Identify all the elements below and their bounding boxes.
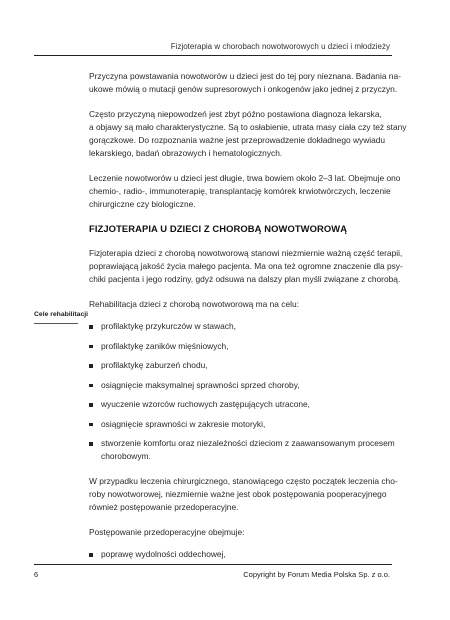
text-line: chiki pacjenta i jego rodziny, gdyż odsuwa na dalszy plan myśli związane z chorobą. xyxy=(89,274,401,284)
bullet-icon xyxy=(89,364,93,368)
list-item xyxy=(89,437,395,463)
running-header: Fizjoterapia w chorobach nowotworowych u dzieci i młodzieży xyxy=(170,42,390,51)
text-line: lekarskiego, badań obrazowych i hematologicznych. xyxy=(89,148,283,158)
text-line: W przypadku leczenia chirurgicznego, stanowiącego często początek leczenia cho- xyxy=(89,476,398,486)
list-item-text: profilaktykę zaburzeń chodu, xyxy=(101,360,208,370)
list-item-text: profilaktykę zaników mięśniowych, xyxy=(101,340,229,351)
list-item xyxy=(89,379,379,392)
margin-note-rule xyxy=(34,323,78,324)
header-rule xyxy=(34,55,392,56)
list-item-text: profilaktykę przykurczów w stawach, xyxy=(101,321,236,331)
list-item-text: osiągnięcie maksymalnej sprawności sprzed choroby, xyxy=(101,379,300,390)
bullet-icon xyxy=(89,325,93,329)
list-item xyxy=(89,418,379,431)
paragraph xyxy=(89,247,403,286)
text-line: Często przyczyną niepowodzeń jest zbyt późno postawiona diagnoza lekarska, xyxy=(89,109,382,119)
section-heading: FIZJOTERAPIA U DZIECI Z CHOROBĄ NOWOTWOROWĄ xyxy=(89,223,348,234)
list-item xyxy=(89,340,379,353)
text-line: gorączkowe. Do rozpoznania ważne jest przeprowadzenie dokładnego wywiadu xyxy=(89,135,386,145)
paragraph xyxy=(89,70,401,96)
bullet-icon xyxy=(89,553,93,557)
paragraph xyxy=(89,526,379,539)
paragraph xyxy=(89,298,379,311)
list-item xyxy=(89,359,379,372)
list-item-text: stworzenie komfortu oraz niezależności dzieciom z zaawansowanym procesem xyxy=(101,438,395,448)
bullet-icon xyxy=(89,403,93,407)
list-item-text: poprawę wydolności oddechowej, xyxy=(101,549,226,559)
text-line: a objawy są mało charakterystyczne. Są to osłabienie, utrata masy ciała czy też stany xyxy=(89,122,407,132)
bullet-icon xyxy=(89,423,93,427)
list-item-text: osiągnięcie sprawności w zakresie motoryki, xyxy=(101,418,266,429)
text-line: również postępowanie przedoperacyjne. xyxy=(89,502,239,512)
list-item xyxy=(89,548,379,561)
text-line: Leczenie nowotworów u dzieci jest długie, trwa bowiem około 2–3 lat. Obejmuje ono xyxy=(89,173,401,183)
bullet-icon xyxy=(89,442,93,446)
text-line: Przyczyna powstawania nowotworów u dzieci jest do tej pory nieznana. Badania na- xyxy=(89,71,401,81)
list-item-text: chorobowym. xyxy=(101,451,151,461)
text-line: Postępowanie przedoperacyjne obejmuje: xyxy=(89,527,245,537)
copyright-notice: Copyright by Forum Media Polska Sp. z o.o. xyxy=(243,570,390,579)
bullet-icon xyxy=(89,345,93,349)
goals-list xyxy=(89,320,395,463)
list-item-text: wyuczenie wzorców ruchowych zastępujących utracone, xyxy=(101,399,311,409)
preop-list xyxy=(89,548,379,561)
list-item xyxy=(89,320,379,333)
text-line: poprawiającą jakość życia małego pacjenta. Ma ona też ogromne znaczenie dla psy- xyxy=(89,261,403,271)
text-line: roby nowotworowej, niezmiernie ważne jest obok postępowania pooperacyjnego xyxy=(89,489,387,499)
body-text xyxy=(89,70,407,573)
bullet-icon xyxy=(89,384,93,388)
text-line: ukowe mówią o mutacji genów supresorowych i onkogenów jako jednej z przyczyn. xyxy=(89,84,398,94)
text-line: Fizjoterapia dzieci z chorobą nowotworową stanowi niezmiernie ważną część terapii, xyxy=(89,248,403,258)
footer-rule xyxy=(34,564,392,565)
page-number: 6 xyxy=(34,570,39,579)
text-line: chemio-, radio-, immunoterapię, transplantację komórek krwiotwórczych, leczenie xyxy=(89,186,391,196)
paragraph xyxy=(89,172,401,211)
list-item xyxy=(89,398,379,411)
paragraph xyxy=(89,108,407,160)
text-line: Rehabilitacja dzieci z chorobą nowotworową ma na celu: xyxy=(89,299,299,309)
margin-note: Cele rehabilitacji xyxy=(34,311,89,318)
paragraph xyxy=(89,475,398,514)
text-line: chirurgiczne czy biologiczne. xyxy=(89,199,196,209)
